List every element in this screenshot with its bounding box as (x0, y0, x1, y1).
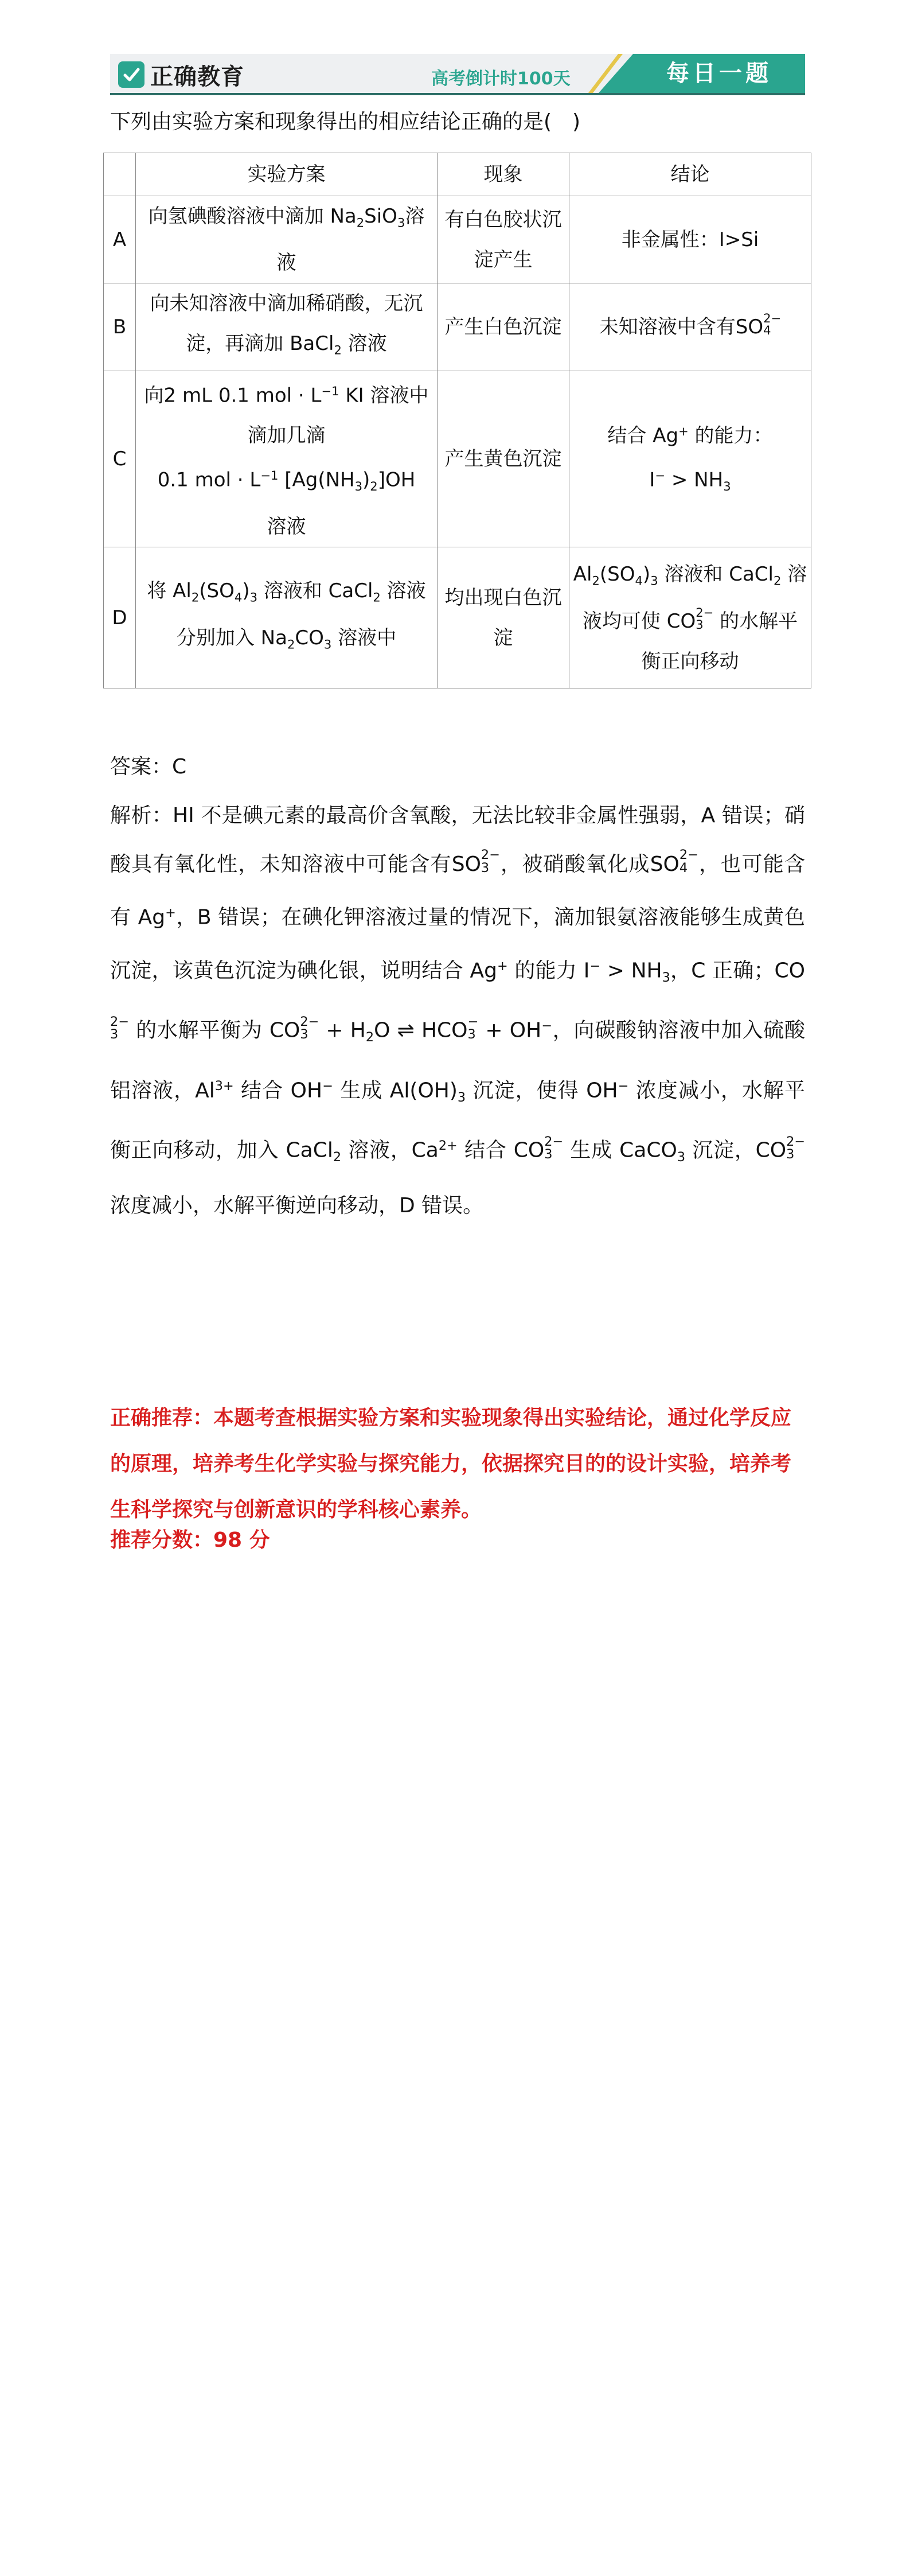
row-label: A (104, 196, 136, 283)
answer-line: 答案：C (110, 755, 187, 779)
row-conclusion: 结合 Ag+ 的能力： $I^- > NH_3$ (569, 371, 811, 547)
countdown-text: 高考倒计时100天 (431, 69, 571, 89)
row-plan: 将 $Al_2(SO_4)_3$ 溶液和 CaCl$_2$ 溶液分别加入 $Na_2CO_3$ 溶液中 (136, 547, 438, 688)
recommendation-text: 正确推荐：本题考查根据实验方案和实验现象得出实验结论，通过化学反应的原理，培养考生化学实验与探究能力，依据探究目的的设计实验，培养考生科学探究与创新意识的学科核心素养。 (110, 1406, 792, 1522)
row-phenomenon: 均出现白色沉淀 (438, 547, 569, 688)
row-conclusion: $Al_2(SO_4)_3$ 溶液和 CaCl$_2$ 溶液均可使 CO 2− 3 的水解平衡正向移动 (569, 547, 811, 688)
row-phenomenon: 产生白色沉淀 (438, 283, 569, 371)
row-plan: 向2 mL 0.1 mol · $L^{-1}$ KI 溶液中滴加几滴 0.1 mol · $L^{-1}$ $[Ag(NH_3)_2]OH$ 溶液 (136, 371, 438, 547)
table-row (104, 371, 811, 547)
row-conclusion: 未知溶液中含有SO 2− 4 (569, 283, 811, 371)
row-label: D (104, 547, 136, 688)
table-row (104, 196, 811, 283)
table-header-row (104, 153, 811, 196)
header-cell-phenomenon: 现象 (438, 153, 569, 196)
row-conclusion: 非金属性：I>Si (569, 196, 811, 283)
header-cell-conclusion: 结论 (569, 153, 811, 196)
brand-logo (118, 59, 244, 90)
question-stem: 下列由实验方案和现象得出的相应结论正确的是( ) (110, 110, 581, 134)
explanation-paragraph: 解析：HI 不是碘元素的最高价含氧酸，无法比较非金属性强弱，A 错误；硝酸具有氧化性，未知溶液中可能含有SO 2− 3 ，被硝酸氧化成SO 2− 4 ，也可能含有 Ag+，B 错误；在碘化钾溶液过量的情况下，滴加银氨溶液能够生成黄色沉淀，该黄色沉淀为碘化银，说明结合 Ag+ 的能力 $I^- > NH_3$，C 正确；CO 2− 3 的水解平衡为 CO 2− 3 + $H_2O$ ⇌ HCO − 3 + OH−，向碳酸钠溶液中加入硫酸铝溶液，$Al^{3+}$ 结合 OH− 生成 $Al(OH)_3$ 沉淀，使得 OH− 浓度减小，水解平衡正向移动，加入 CaCl$_2$ 溶液，$Ca^{2+}$ 结合 CO 2− 3 生成 CaCO$_3$ 沉淀，CO 2− 3 浓度减小，水解平衡逆向移动，D 错误。 (110, 804, 806, 1218)
row-plan: 向未知溶液中滴加稀硝酸，无沉淀，再滴加 BaCl$_2$ 溶液 (136, 283, 438, 371)
row-plan: 向氢碘酸溶液中滴加 $Na_2SiO_3$溶液 (136, 196, 438, 283)
brand-name: 正确教育 (150, 63, 244, 90)
experiment-table (103, 153, 811, 688)
table-row (104, 547, 811, 688)
row-phenomenon: 有白色胶状沉淀产生 (438, 196, 569, 283)
table-row (104, 283, 811, 371)
row-phenomenon: 产生黄色沉淀 (438, 371, 569, 547)
daily-question-tag: 每日一题 (666, 60, 772, 87)
header-cell-plan: 实验方案 (136, 153, 438, 196)
header-banner (110, 54, 805, 95)
row-label: C (104, 371, 136, 547)
header-cell-label (104, 153, 136, 196)
row-label: B (104, 283, 136, 371)
checkmark-icon (118, 61, 144, 88)
recommended-score: 推荐分数：98 分 (110, 1528, 270, 1552)
